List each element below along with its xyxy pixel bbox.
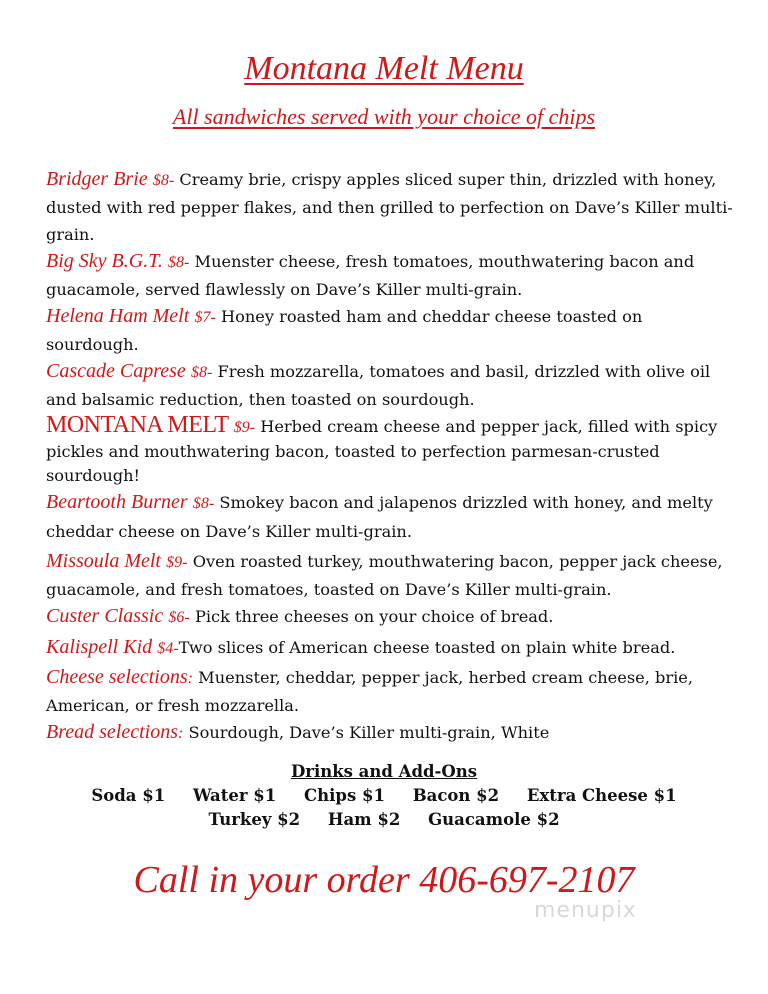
item-price: $4 [157,640,174,657]
item-name: Bridger Brie [46,168,148,190]
item-name: Cascade Caprese [46,360,186,382]
item-description: Pick three cheeses on your choice of bread. [189,607,554,626]
item-price: $8 [190,364,207,381]
watermark: menupix [534,898,637,923]
item-description: Creamy brie, crispy apples sliced super thin, drizzled with honey, dusted with red pepper flakes, and then grilled to perfection on Dave’s Killer multi-grain. [46,170,733,244]
item-price: $8 [152,172,169,189]
page-title: Montana Melt Menu [244,50,524,87]
menu-item: Missoula Melt $9- Oven roasted turkey, mouthwatering bacon, pepper jack cheese, guacamole, and fresh tomatoes, toasted on Dave’s Killer multi-grain. [46,550,723,599]
menu-item: Bridger Brie $8- Creamy brie, crispy apples sliced super thin, drizzled with honey, dusted with red pepper flakes, and then grilled to perfection on Dave’s Killer multi-grain. [46,168,733,244]
item-description: Oven roasted turkey, mouthwatering bacon, pepper jack cheese, guacamole, and fresh tomatoes, toasted on Dave’s Killer multi-grain. [46,552,723,599]
item-description: Herbed cream cheese and pepper jack, filled with spicy pickles and mouthwatering bacon, toasted to perfection parmesan-crusted sourdough! [46,417,718,485]
item-name: Kalispell Kid [46,636,153,658]
item-name: Big Sky B.G.T. [46,250,163,272]
item-name: Helena Ham Melt [46,305,190,327]
item-price: $6 [168,609,185,626]
menu-item: MONTANA MELT $9- Herbed cream cheese and pepper jack, filled with spicy pickles and mouthwatering bacon, toasted to perfection parmesan-crusted sourdough! [46,412,718,485]
addon-item: Soda $1 [91,786,166,805]
drinks-addons-section [0,760,768,832]
item-description: Sourdough, Dave’s Killer multi-grain, White [183,723,550,742]
selection-note: Cheese selections: Muenster, cheddar, pepper jack, herbed cream cheese, brie, American, or fresh mozzarella. [46,666,694,715]
menu-item: Custer Classic $6- Pick three cheeses on your choice of bread. [46,605,554,627]
item-price: $8 [167,254,184,271]
item-description: Fresh mozzarella, tomatoes and basil, drizzled with olive oil and balsamic reduction, then toasted on sourdough. [46,362,711,409]
menu-items-list [46,166,736,747]
item-name: Bread selections [46,721,179,743]
item-description: Muenster, cheddar, pepper jack, herbed cream cheese, brie, American, or fresh mozzarella. [46,668,694,715]
menu-item: Kalispell Kid $4-Two slices of American cheese toasted on plain white bread. [46,636,676,658]
item-name: Cheese selections [46,666,188,688]
menu-item: Cascade Caprese $8- Fresh mozzarella, tomatoes and basil, drizzled with olive oil and balsamic reduction, then toasted on sourdough. [46,360,711,409]
item-description: Smokey bacon and jalapenos drizzled with honey, and melty cheddar cheese on Dave’s Killer multi-grain. [46,493,713,541]
item-description: Honey roasted ham and cheddar cheese toasted on sourdough. [46,307,643,354]
selection-note: Bread selections: Sourdough, Dave’s Killer multi-grain, White [46,721,550,743]
addon-item: Bacon $2 [412,786,500,805]
item-name: Missoula Melt [46,550,161,572]
call-to-order: Call in your order 406-697-2107 [133,859,635,901]
item-price: $9 [233,419,250,436]
item-name: Beartooth Burner [46,491,188,513]
addon-item: Extra Cheese $1 [526,786,677,805]
item-description: Two slices of American cheese toasted on plain white bread. [178,638,676,657]
drinks-row-2 [0,808,768,832]
addon-item: Turkey $2 [208,810,301,829]
page-subtitle: All sandwiches served with your choice of chips [172,104,596,129]
drinks-heading: Drinks and Add-Ons [290,762,478,781]
menu-item: Big Sky B.G.T. $8- Muenster cheese, fresh tomatoes, mouthwatering bacon and guacamole, served flawlessly on Dave’s Killer multi-grain. [46,250,695,299]
menu-item: Helena Ham Melt $7- Honey roasted ham and cheddar cheese toasted on sourdough. [46,305,643,354]
addon-item: Chips $1 [304,786,385,805]
item-price: $7 [194,309,211,326]
item-name: MONTANA MELT [46,412,229,438]
addon-item: Guacamole $2 [428,810,560,829]
addon-item: Ham $2 [327,810,401,829]
item-price: $9 [166,554,183,571]
addon-item: Water $1 [192,786,277,805]
drinks-row-1 [0,784,768,808]
menu-item: Beartooth Burner $8- Smokey bacon and jalapenos drizzled with honey, and melty cheddar cheese on Dave’s Killer multi-grain. [46,491,713,541]
item-price: $8 [192,495,209,512]
item-name: Custer Classic [46,605,164,627]
item-description: Muenster cheese, fresh tomatoes, mouthwatering bacon and guacamole, served flawlessly on Dave’s Killer multi-grain. [46,252,695,299]
